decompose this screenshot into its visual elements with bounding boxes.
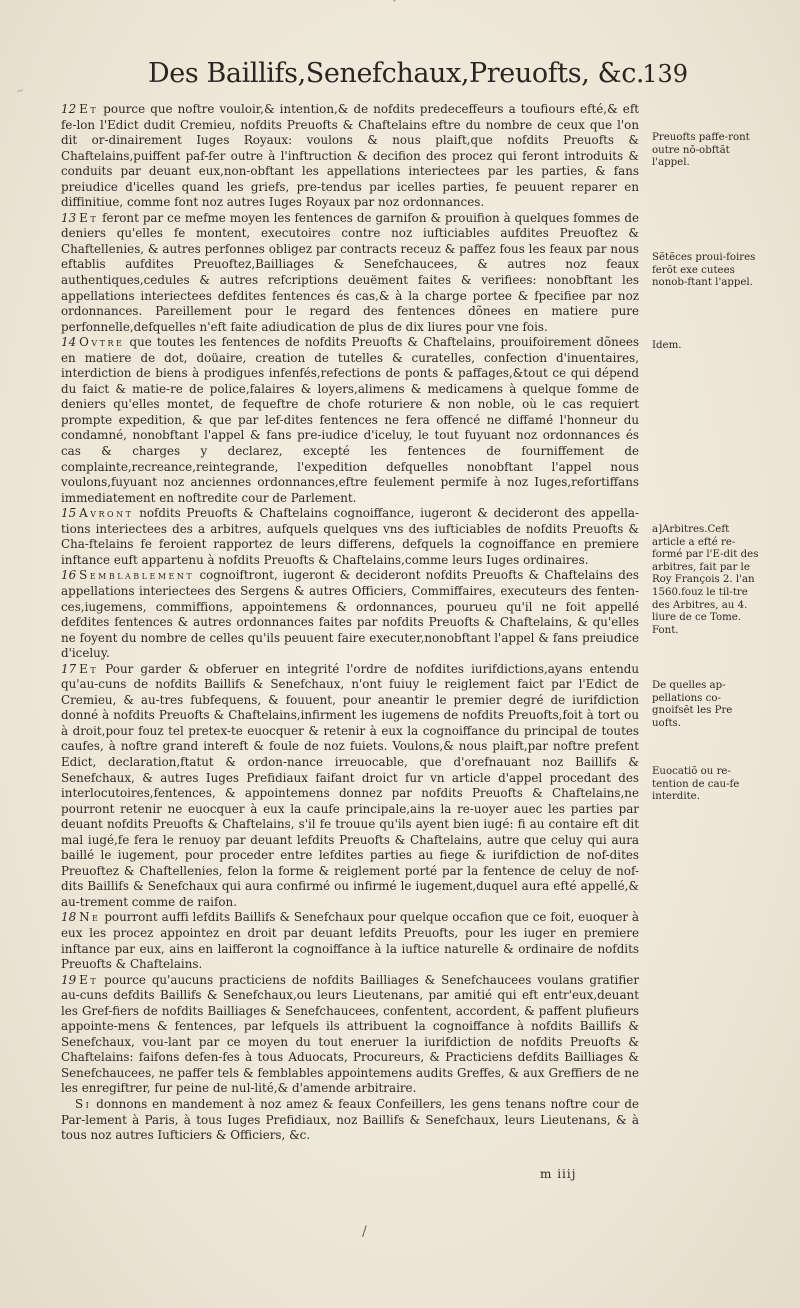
ink-stroke: /	[362, 1224, 367, 1240]
margin-note: a]Arbitres.Ceft article a efté re-formé par l'E-dit des arbitres, fait par le Roy François 2. l'an 1560.fouz le til-tre des Arbitres, au 4. liure de ce Tome. Font.	[652, 524, 759, 636]
body-text	[61, 102, 639, 1144]
article-number: 15	[61, 506, 77, 521]
signature-mark: m iiij	[540, 1167, 577, 1181]
paragraph-text: pourront auffi lefdits Baillifs & Senefchaux pour quelque occafion que ce foit, euoquer à eux les procez appointez en droit par deuant lefdits Preuofts, pour les iuger en premiere inftance par eux, ains en laifferont la cognoiffance à la iuftice naturelle & ordinaire de nofdits Preuofts & Chaftelains.	[61, 910, 640, 972]
page-number: 139	[642, 60, 688, 88]
paragraph-text: Pour garder & obferuer en integrité l'ordre de nofdites iurifdictions,ayans entendu qu'au-cuns de nofdits Baillifs & Senefchaux, n'ont fuiuy le reiglement faict par l'Edict de Cremieu, & au-tres fubfequens, & fouuent, pour aneantir le premier degré de iurifdiction donné à nofdits Preuofts & Chaftelains,infirment les iugemens de nofdits Preuofts,foit à tort ou à droit,pour fouz tel pretex-te euocquer & retenir à eux la cognoiffance du principal de toutes caufes, à noftre grand intereft & foule de noz fuiets. Voulons,& nous plaift,par noftre prefent Edict, declaration,ftatut & ordon-nance irreuocable, que d'orefnauant noz Baillifs & Senefchaux, & autres Iuges Prefidiaux faifant droict fur vn article d'appel procedant des interlocutoires,fentences, & appointemens donnez par nofdits Preuofts & Chaftelains,ne pourront retenir ne euocquer à eux la caufe principale,ains la re-uoyer auec les parties par deuant nofdits Preuofts & Chaftelains, s'il fe trouue qu'ils ayent bien iugé: fi au contaire eft dit mal iugé,fe fera le renuoy par deuant lefdits Preuofts & Chaftelains, autre que celuy qui aura baillé le iugement, pour proceder entre lefdites parties au fiege & iurifdiction de nof-dites Preuoftez & Chaftellenies, felon la forme & reiglement porté par la fentence de celuy de nof-dits Baillifs & Senefchaux qui aura confirmé ou infirmé le iugement,duquel aura efté appellé,& au-trement comme de raifon.	[61, 661, 640, 909]
lead-word: Avront	[79, 506, 134, 521]
article-number: 17	[61, 661, 77, 676]
paragraph-text: cognoiftront, iugeront & decideront nofdits Preuofts & Chaftelains des appellations interiectees des Sergens & autres Officiers, Commiffaires, executeurs des fenten-ces,iugemens, commiffions, appointemens & ordonnances, pourueu qu'il ne foit appellé defdites fentences & autres ordonnances faites par nofdits Preuofts & Chaftelains, & qu'elles ne foyent du nombre de celles qu'ils peuuent faire executer,nonobftant l'appel & fans preiudice d'iceluy.	[61, 568, 639, 661]
paragraph-text: donnons en mandement à noz amez & feaux Confeillers, les gens tenans noftre cour de Par-lement à Paris, à tous Iuges Prefidiaux, noz Baillifs & Senefchaux, leurs Lieutenans, & à tous noz autres Iufticiers & Officiers, &c.	[61, 1097, 639, 1143]
lead-word: Ne	[79, 910, 101, 925]
page-header	[148, 58, 688, 98]
article-number: 16	[61, 568, 77, 583]
paragraph-closing	[61, 1097, 639, 1144]
margin-note: De quelles ap-pellations co-gnoifsẽt les Pre uofts.	[652, 680, 733, 729]
lead-word: Et	[79, 661, 99, 676]
paragraph-text: pource qu'aucuns practiciens de nofdits Bailliages & Senefchaucees voulans gratifier au-cuns defdits Baillifs & Senefchaux,ou leurs Lieutenans, par amitié qui eft entr'eux,deuant les Gref-fiers de nofdits Bailliages & Senefchaucees, confentent, accordent, & paffent plufieurs appointe-mens & fentences, par lefquels ils attribuent la cognoiffance à nofdits Baillifs & Senefchaux, vou-lant par ce moyen du tout eneruer la iurifdiction de nofdits Preuofts & Chaftelains: faifons defen-fes à tous Aduocats, Procureurs, & Practiciens defdits Bailliages & Senefchaucees, ne paffer tels & femblables appointemens audits Greffes, & aux Greffiers de ne les enregiftrer, fur peine de nul-lité,& d'amende arbitraire.	[61, 972, 639, 1096]
paragraph-text: feront par ce mefme moyen les fentences de garnifon & prouifion à quelques fommes de deniers qu'elles fe montent, executoires contre noz iufticiables aufdites Preuoftez & Chaftellenies, & autres perfonnes obligez par contracts receuz & paffez fous les feaux par nous eftablis aufdites Preuoftez,Bailliages & Senefchaucees, & autres noz feaux authentiques,cedules & autres refcriptions deuëment faites & verifiees: nonobftant les appellations interiectees defdites fentences és cas,& à la charge portee & fpecifiee par noz ordonnances. Pareillement pour le regard des fentences dõnees en matiere pure perfonnelle,defquelles n'eft faite adiudication de plus de dix liures pour vne fois.	[61, 210, 640, 334]
margin-note: Euocatiõ ou re-tention de cau-fe interdite.	[652, 766, 740, 803]
paragraph-12	[61, 102, 639, 211]
paragraph-text: pource que noftre vouloir,& intention,& de nofdits predeceffeurs a toufiours efté,& eft fe-lon l'Edict dudit Cremieu, nofdits Preuofts & Chaftelains eftre du nombre de ceux que l'on dit or-dinairement Iuges Royaux: voulons & nous plaift,que nofdits Preuofts & Chaftelains,puiffent paf-fer outre à l'inftruction & decifion des procez qui feront introduits & conduits par deuant eux,non-obftant les appellations interiectees par les parties, & fans preiudice d'icelles quand les griefs, pre-tendus par icelles parties, fe peuuent reparer en diffinitiue, comme font noz autres Iuges Royaux par noz ordonnances.	[61, 102, 639, 210]
paragraph-14	[61, 335, 639, 506]
page-smudge: ~	[14, 84, 27, 99]
margin-note: Preuofts paffe-ront outre nõ-obftãt l'appel.	[652, 132, 750, 169]
paragraph-18	[61, 910, 639, 972]
running-title: Des Baillifs,Senefchaux,Preuofts, &c.	[148, 58, 645, 89]
lead-word: Ovtre	[79, 335, 125, 350]
paragraph-16	[61, 568, 639, 661]
article-number: 13	[61, 210, 77, 225]
article-number: 18	[61, 910, 77, 925]
article-number: 14	[61, 335, 77, 350]
lead-word: Semblablement	[79, 568, 195, 583]
lead-word: Si	[75, 1097, 92, 1111]
lead-word: Et	[79, 102, 99, 116]
paragraph-text: que toutes les fentences de nofdits Preuofts & Chaftelains, prouifoirement dõnees en matiere de dot, doüaire, creation de tutelles & curatelles, confection d'inuentaires, interdiction de biens à prodigues infenfés,refections de ponts & paffages,&tout ce qui dépend du faict & matie-re de police,falaires & loyers,alimens & medicamens à quelque fomme de deniers qu'elles montet, de fequeftre de chofe roturiere & non noble, où le cas requiert prompte expedition, & que par lef-dites fentences ne fera offencé ne diffamé l'honneur du condamné, nonobftant l'appel & fans pre-iudice d'iceluy, le tout fuyuant noz ordonnances és cas & charges y declarez, excepté les fentences de fourniffement de complainte,recreance,reintegrande, l'expedition defquelles nonobftant l'appel nous voulons,fuyuant noz anciennes ordonnances,eftre feulement permife à noz Iuges,refortiffans immediatement en noftredite cour de Parlement.	[61, 335, 640, 505]
binding-mark: ˇ	[392, 0, 397, 11]
article-number: 19	[61, 972, 77, 987]
paragraph-15	[61, 506, 639, 568]
lead-word: Et	[79, 972, 99, 987]
paragraph-text: nofdits Preuofts & Chaftelains cognoiffance, iugeront & decideront des appella-tions interiectees des a arbitres, aufquels quelques vns des iufticiables de nofdits Preuofts & Cha-ftelains fe feroient rapportez de leurs differens, defquels la cognoiffance en premiere inftance euft appartenu à nofdits Preuofts & Chaftelains,comme leurs Iuges ordinaires.	[61, 506, 640, 567]
margin-note: Sẽtẽces proui-foires ferõt exe cutees nonob-ftant l'appel.	[652, 252, 756, 289]
margin-note: Idem.	[652, 340, 682, 351]
lead-word: Et	[79, 210, 99, 225]
paragraph-17	[61, 662, 639, 911]
paragraph-19	[61, 973, 639, 1097]
paragraph-13	[61, 211, 639, 335]
article-number: 12	[61, 102, 77, 116]
